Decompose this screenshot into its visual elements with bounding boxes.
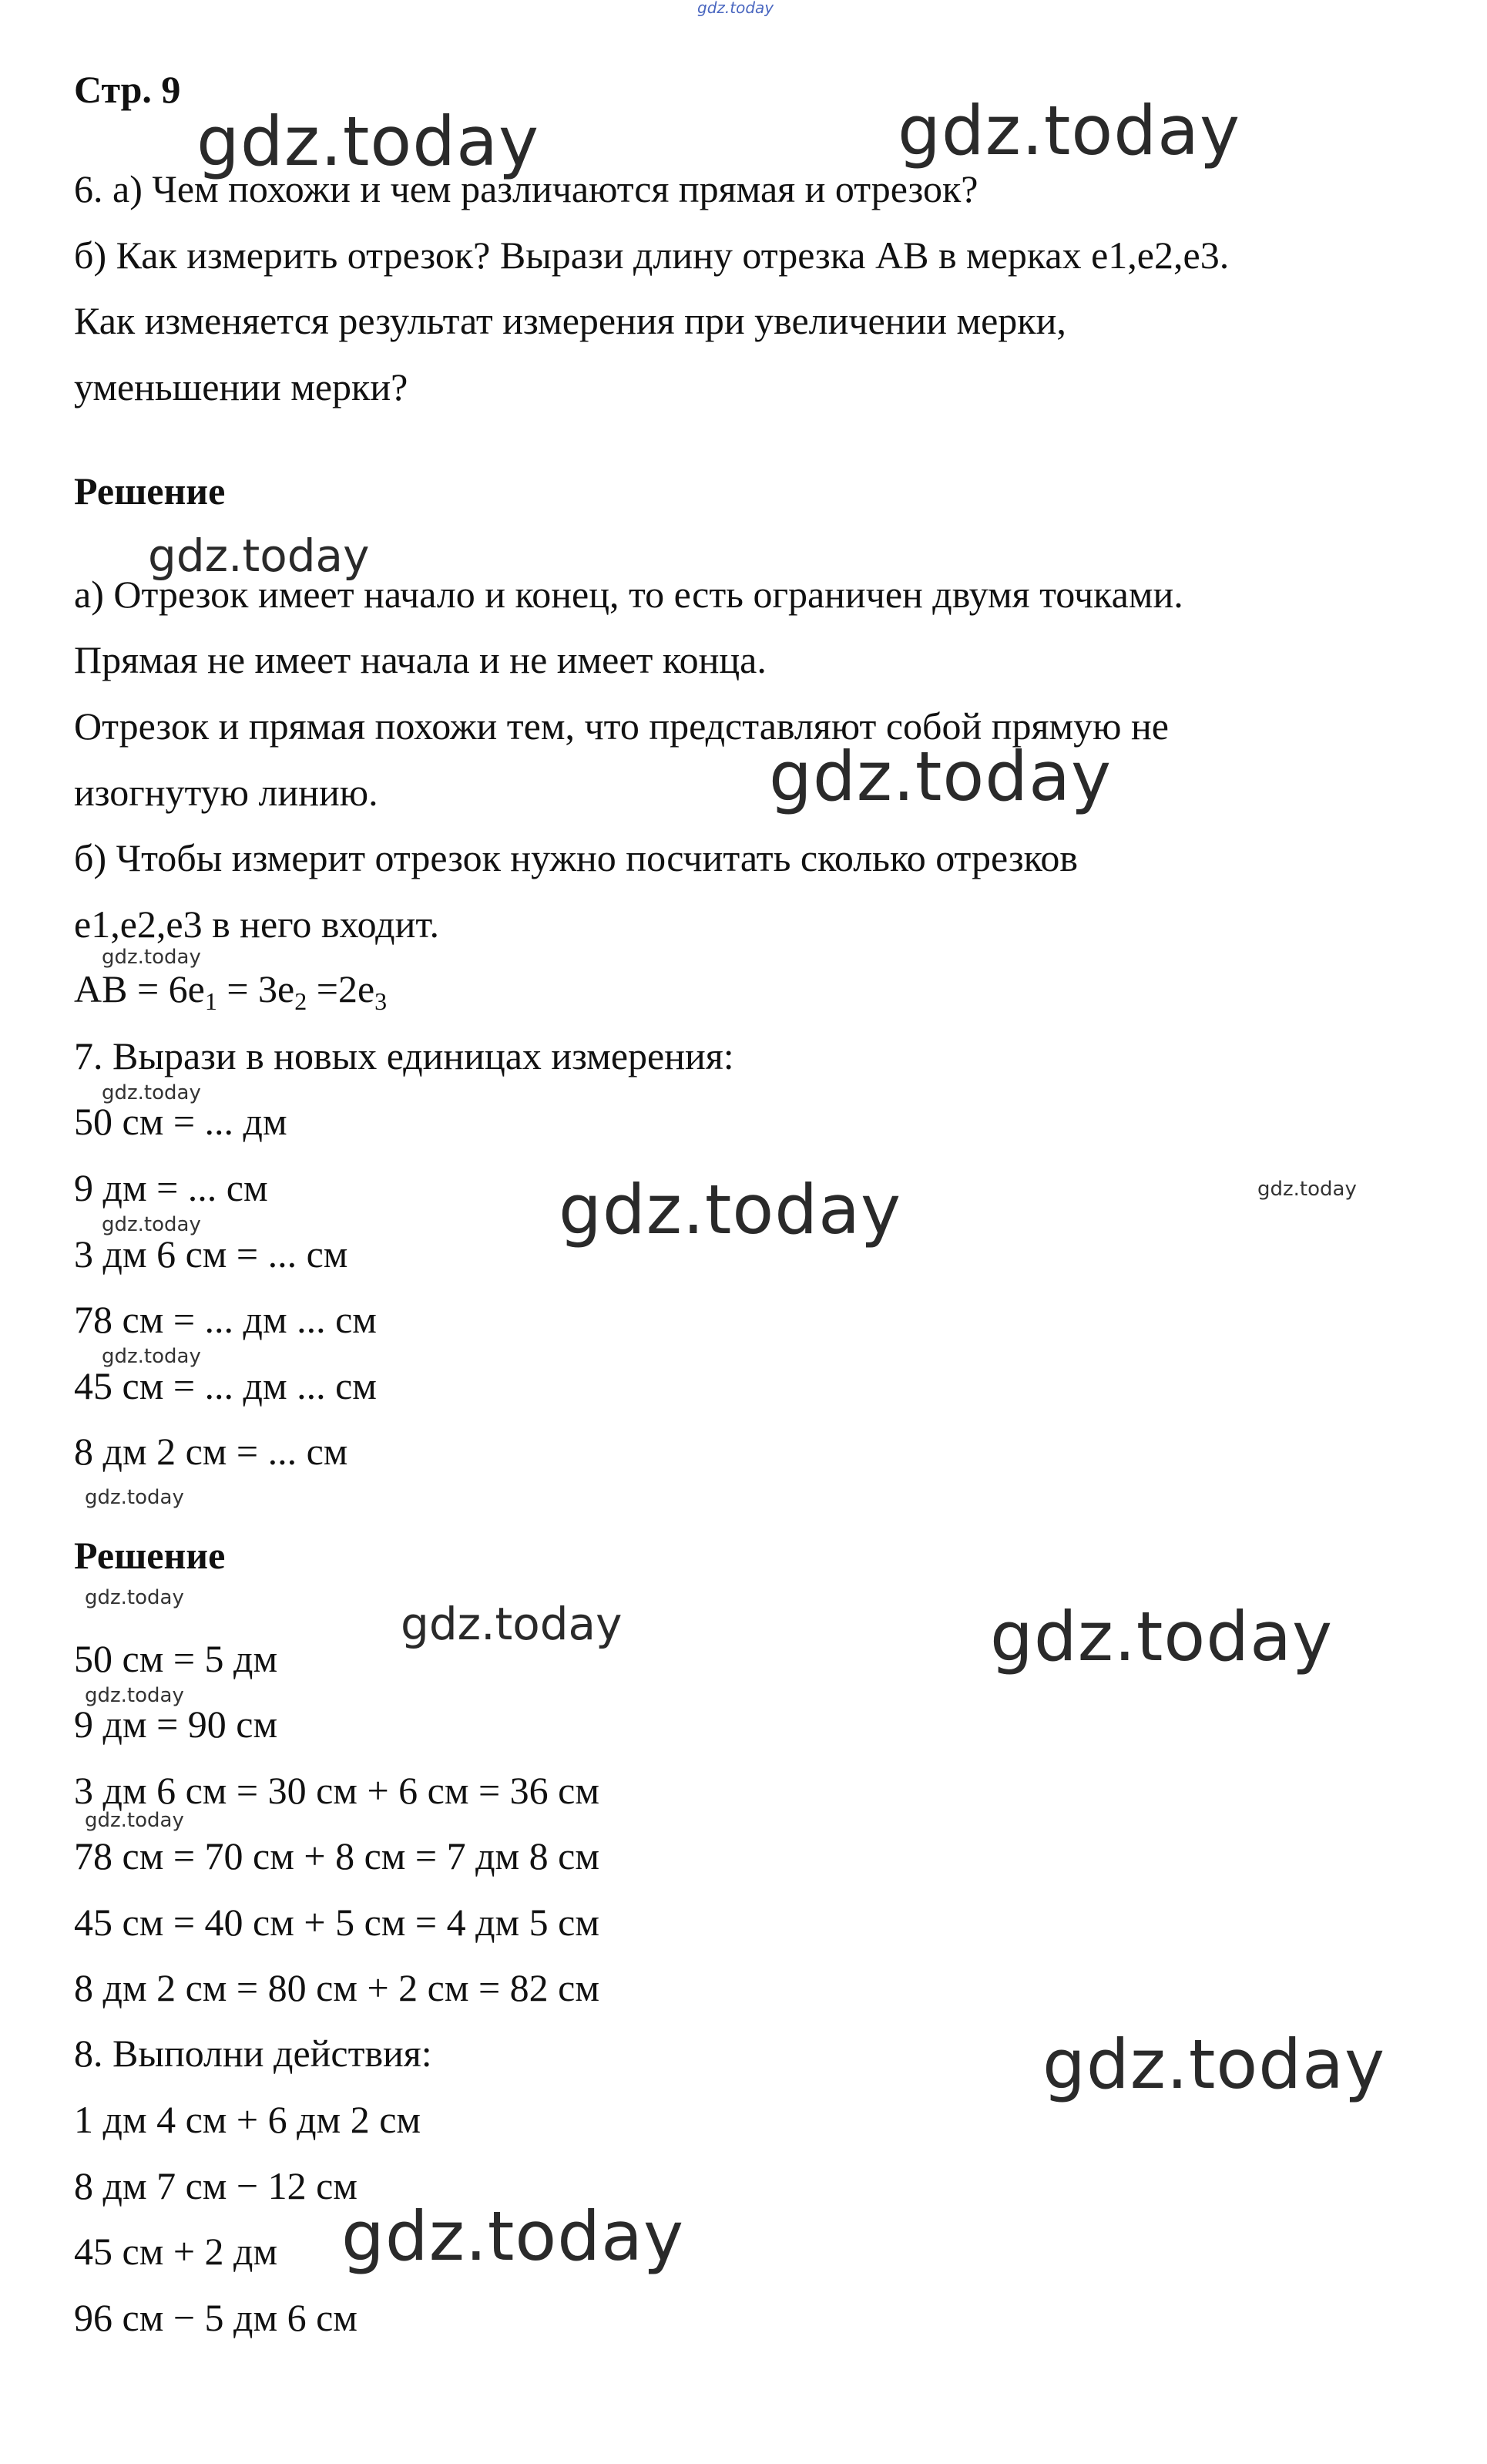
task6-question-line: б) Как измерить отрезок? Вырази длину отрезка АВ в мерках е1,е2,е3. bbox=[74, 234, 1230, 277]
task6-solution-heading: Решение bbox=[74, 469, 226, 513]
task8-item: 96 см − 5 дм 6 см bbox=[74, 2296, 357, 2339]
task7-item: 78 см = ... дм ... см bbox=[74, 1298, 377, 1341]
task7-answer: 50 см = 5 дм bbox=[74, 1637, 278, 1680]
watermark: gdz.today bbox=[1042, 2025, 1386, 2104]
watermark: gdz.today bbox=[559, 1170, 902, 1249]
task6-formula bbox=[74, 966, 388, 1015]
task7-item: 50 см = ... дм bbox=[74, 1100, 287, 1143]
task7-answer: 45 см = 40 см + 5 см = 4 дм 5 см bbox=[74, 1901, 600, 1944]
task6-question-line: 6. а) Чем похожи и чем различаются прямая и отрезок? bbox=[74, 167, 978, 210]
watermark: gdz.today bbox=[990, 1597, 1334, 1676]
task6-solution-line: изогнутую линию. bbox=[74, 771, 378, 814]
task6-question-line: Как изменяется результат измерения при увеличении мерки, bbox=[74, 299, 1066, 342]
watermark-small: gdz.today bbox=[85, 1586, 184, 1609]
task7-answer: 3 дм 6 см = 30 см + 6 см = 36 см bbox=[74, 1769, 600, 1812]
watermark: gdz.today bbox=[341, 2197, 685, 2276]
watermark-small: gdz.today bbox=[102, 1213, 201, 1236]
watermark-small: gdz.today bbox=[1257, 1178, 1357, 1201]
task8-item: 1 дм 4 см + 6 дм 2 см bbox=[74, 2098, 421, 2141]
task7-answer: 8 дм 2 см = 80 см + 2 см = 82 см bbox=[74, 1966, 600, 2009]
watermark-small: gdz.today bbox=[85, 1809, 184, 1832]
task7-answer: 9 дм = 90 см bbox=[74, 1703, 278, 1746]
formula-part: =2е bbox=[307, 967, 375, 1010]
watermark-small: gdz.today bbox=[102, 1081, 201, 1104]
page-header: Стр. 9 bbox=[74, 68, 181, 111]
watermark-small: gdz.today bbox=[102, 1345, 201, 1368]
task7-item: 45 см = ... дм ... см bbox=[74, 1364, 377, 1407]
task6-question-line: уменьшении мерки? bbox=[74, 365, 408, 408]
task8-item: 8 дм 7 см − 12 см bbox=[74, 2164, 357, 2207]
task6-solution-line: б) Чтобы измерит отрезок нужно посчитать сколько отрезков bbox=[74, 836, 1078, 879]
watermark-top: gdz.today bbox=[697, 0, 774, 17]
task7-item: 8 дм 2 см = ... см bbox=[74, 1430, 348, 1473]
task8-title: 8. Выполни действия: bbox=[74, 2032, 432, 2075]
watermark-small: gdz.today bbox=[85, 1486, 184, 1509]
formula-part: = 3е bbox=[217, 967, 295, 1010]
watermark-small: gdz.today bbox=[85, 1684, 184, 1707]
formula-subscript: 3 bbox=[374, 987, 388, 1015]
formula-subscript: 2 bbox=[294, 987, 307, 1015]
task7-title: 7. Вырази в новых единицах измерения: bbox=[74, 1034, 734, 1077]
task6-solution-line: Отрезок и прямая похожи тем, что представляют собой прямую не bbox=[74, 704, 1169, 748]
watermark: gdz.today bbox=[898, 91, 1241, 170]
watermark: gdz.today bbox=[148, 529, 370, 582]
task7-item: 9 дм = ... см bbox=[74, 1166, 268, 1209]
task7-answer: 78 см = 70 см + 8 см = 7 дм 8 см bbox=[74, 1834, 600, 1877]
formula-part: АВ = 6е bbox=[74, 967, 205, 1010]
task7-item: 3 дм 6 см = ... см bbox=[74, 1232, 348, 1276]
task7-solution-heading: Решение bbox=[74, 1534, 226, 1577]
task6-solution-line: е1,е2,е3 в него входит. bbox=[74, 903, 439, 946]
watermark: gdz.today bbox=[769, 737, 1113, 816]
watermark: gdz.today bbox=[196, 102, 540, 181]
task6-solution-line: Прямая не имеет начала и не имеет конца. bbox=[74, 638, 767, 681]
task6-solution-line: а) Отрезок имеет начало и конец, то есть ограничен двумя точками. bbox=[74, 573, 1183, 616]
watermark-small: gdz.today bbox=[102, 946, 201, 969]
formula-subscript: 1 bbox=[204, 987, 217, 1015]
task8-item: 45 см + 2 дм bbox=[74, 2230, 278, 2273]
watermark: gdz.today bbox=[401, 1598, 623, 1650]
